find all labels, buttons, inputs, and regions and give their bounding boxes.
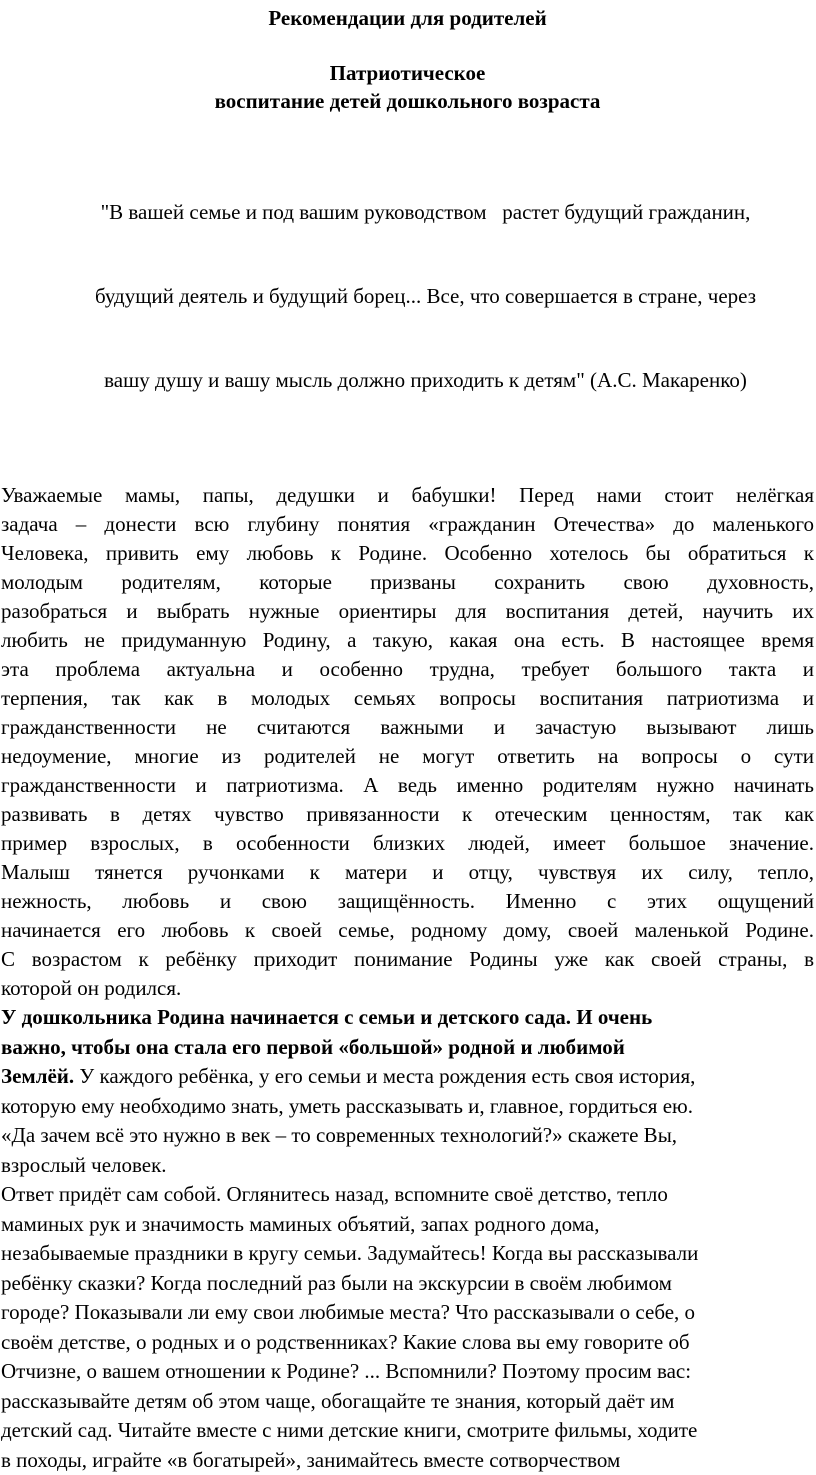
text-line: Малыш тянется ручонками к матери и отцу, чувствуя их силу, тепло, <box>1 858 814 887</box>
epigraph-line: "В вашей семье и под вашим руководством растет будущий гражданин, <box>37 198 814 226</box>
text-line: молодым родителям, которые призваны сохранить свою духовность, <box>1 568 814 597</box>
text-line: недоумение, многие из родителей не могут ответить на вопросы о сути <box>1 742 814 771</box>
epigraph-line: вашу душу и вашу мысль должно приходить к детям" (А.С. Макаренко) <box>37 366 814 394</box>
text-line: терпения, так как в молодых семьях вопросы воспитания патриотизма и <box>1 684 814 713</box>
text-line: гражданственности и патриотизма. А ведь именно родителям нужно начинать <box>1 771 814 800</box>
text-line: которую ему необходимо знать, уметь рассказывать и, главное, гордиться ею. <box>1 1092 814 1122</box>
text-line: Человека, привить ему любовь к Родине. Особенно хотелось бы обратиться к <box>1 539 814 568</box>
text-line: взрослый человек. <box>1 1151 814 1181</box>
text-line: Отчизне, о вашем отношении к Родине? ... Вспомнили? Поэтому просим вас: <box>1 1357 814 1387</box>
subtitle-line: воспитание детей дошкольного возраста <box>1 87 814 115</box>
paragraph-kindergarten <box>1 1003 814 1180</box>
bold-fragment: Землёй. <box>1 1064 74 1088</box>
epigraph-quote <box>37 142 814 450</box>
document-title: Рекомендации для родителей <box>1 2 814 31</box>
text-line: пример взрослых, в особенности близких людей, имеет большое значение. <box>1 829 814 858</box>
text-line: незабываемые праздники в кругу семьи. Задумайтесь! Когда вы рассказывали <box>1 1239 814 1269</box>
text-line: «Да зачем всё это нужно в век – то современных технологий?» скажете Вы, <box>1 1121 814 1151</box>
bold-text-line: У дошкольника Родина начинается с семьи и детского сада. И очень <box>1 1003 814 1033</box>
paragraph-answer <box>1 1180 814 1475</box>
text-line: начинается его любовь к своей семье, родному дому, своей маленькой Родине. <box>1 916 814 945</box>
text-line: городе? Показывали ли ему свои любимые места? Что рассказывали о себе, о <box>1 1298 814 1328</box>
text-line: маминых рук и значимость маминых объятий, запах родного дома, <box>1 1210 814 1240</box>
text-line: рассказывайте детям об этом чаще, обогащайте те знания, который даёт им <box>1 1387 814 1417</box>
paragraph-intro <box>1 481 814 1003</box>
text-line: Ответ придёт сам собой. Оглянитесь назад, вспомните своё детство, тепло <box>1 1180 814 1210</box>
mixed-text-line <box>1 1062 814 1092</box>
text-line: которой он родился. <box>1 974 814 1003</box>
text-line: любить не придуманную Родину, а такую, какая она есть. В настоящее время <box>1 626 814 655</box>
text-line: в походы, играйте «в богатырей», занимайтесь вместе сотворчеством <box>1 1446 814 1475</box>
text-fragment: У каждого ребёнка, у его семьи и места рождения есть своя история, <box>74 1064 695 1088</box>
text-line: детский сад. Читайте вместе с ними детские книги, смотрите фильмы, ходите <box>1 1416 814 1446</box>
document-subtitle <box>1 59 814 115</box>
text-line: нежность, любовь и свою защищённость. Именно с этих ощущений <box>1 887 814 916</box>
text-line: развивать в детях чувство привязанности к отеческим ценностям, так как <box>1 800 814 829</box>
text-line: эта проблема актуальна и особенно трудна, требует большого такта и <box>1 655 814 684</box>
text-line: разобраться и выбрать нужные ориентиры для воспитания детей, научить их <box>1 597 814 626</box>
subtitle-line: Патриотическое <box>1 59 814 87</box>
bold-text-line: важно, чтобы она стала его первой «большой» родной и любимой <box>1 1033 814 1063</box>
text-line: гражданственности не считаются важными и зачастую вызывают лишь <box>1 713 814 742</box>
text-line: ребёнку сказки? Когда последний раз были на экскурсии в своём любимом <box>1 1269 814 1299</box>
epigraph-line: будущий деятель и будущий борец... Все, что совершается в стране, через <box>37 282 814 310</box>
text-line: своём детстве, о родных и о родственниках? Какие слова вы ему говорите об <box>1 1328 814 1358</box>
text-line: С возрастом к ребёнку приходит понимание Родины уже как своей страны, в <box>1 945 814 974</box>
text-line: Уважаемые мамы, папы, дедушки и бабушки! Перед нами стоит нелёгкая <box>1 481 814 510</box>
text-line: задача – донести всю глубину понятия «гражданин Отечества» до маленького <box>1 510 814 539</box>
